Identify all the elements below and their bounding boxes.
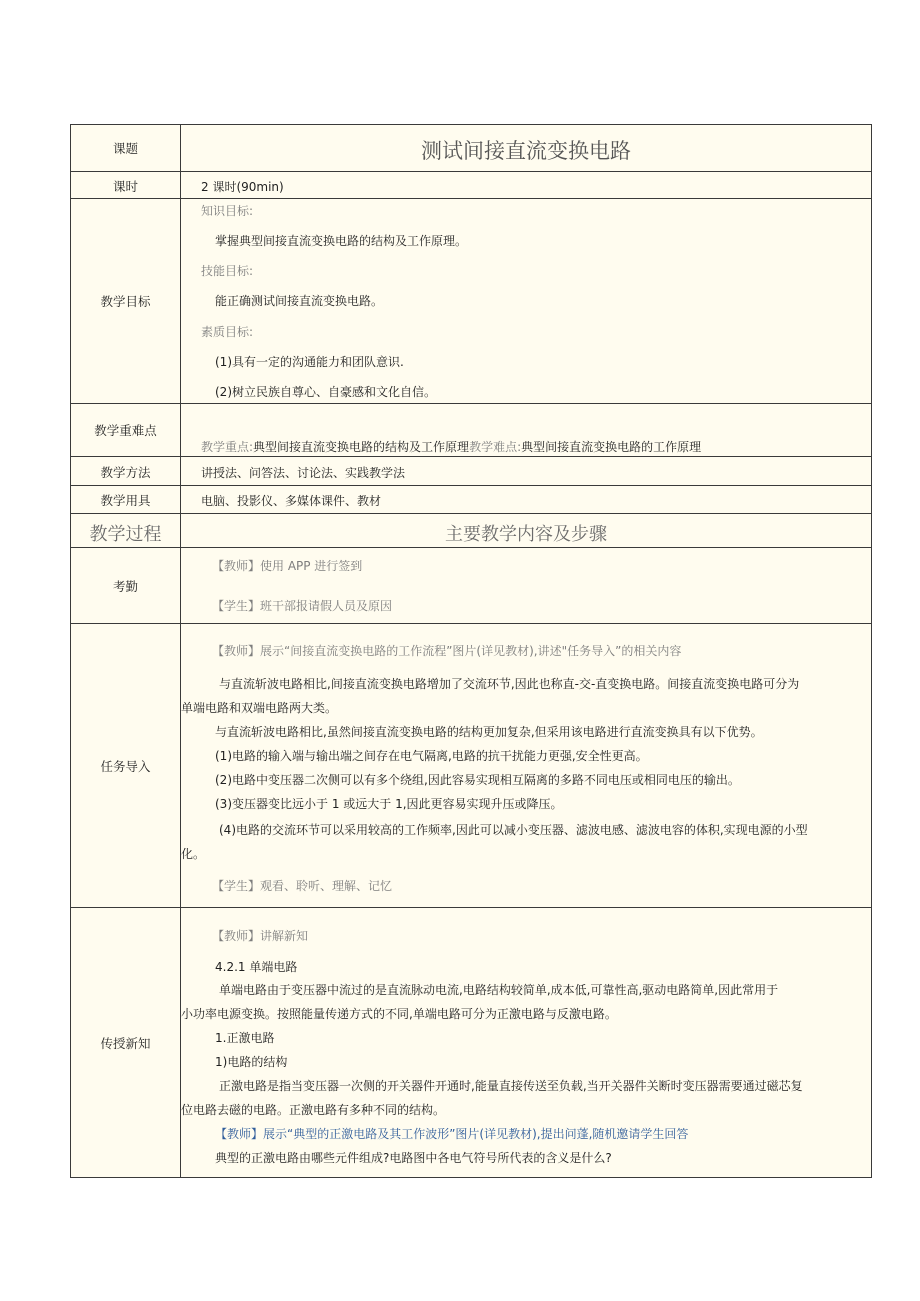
skill-heading: 技能目标:	[201, 264, 254, 278]
row-divider	[71, 171, 871, 172]
hours-label: 课时	[112, 179, 138, 194]
new-knowledge-para2-line2: 位电路去磁的电路。正激电路有多种不同的结构。	[181, 1103, 446, 1117]
hours-value: 2 课时(90min)	[201, 180, 284, 194]
methods-label: 教学方法	[100, 465, 151, 480]
new-knowledge-teacher: 【教师】讲解新知	[212, 929, 309, 943]
task-intro-para2: 与直流斩波电路相比,虽然间接直流变换电路的结构更加复杂,但采用该电路进行直流变换具有以下优势。	[215, 725, 763, 739]
row-divider	[71, 403, 871, 404]
new-knowledge-label: 传授新知	[100, 1036, 151, 1051]
row-divider	[71, 513, 871, 514]
row-divider	[71, 907, 871, 908]
task-intro-item-4-line2: 化。	[181, 847, 206, 861]
row-divider	[71, 623, 871, 624]
key-points-text	[201, 439, 701, 455]
tools-label: 教学用具	[100, 493, 151, 508]
attendance-teacher: 【教师】使用 APP 进行签到	[212, 559, 363, 573]
key-points-label: 教学重难点	[94, 423, 157, 438]
new-knowledge-para1-line1: 单端电路由于变压器中流过的是直流脉动电流,电路结构较简单,成本低,可靠性高,驱动电路简单,因此常用于	[219, 983, 779, 997]
process-header-right: 主要教学内容及步骤	[445, 524, 607, 545]
tools-value: 电脑、投影仪、多媒体课件、教材	[201, 494, 382, 508]
difficulty-text: 典型间接直流变换电路的工作原理	[521, 440, 702, 454]
new-knowledge-para1-line2: 小功率电源变换。按照能量传递方式的不同,单端电路可分为正激电路与反激电路。	[181, 1007, 617, 1021]
task-intro-item-3: (3)变压器变比远小于 1 或远大于 1,因此更容易实现升压或降压。	[215, 797, 563, 811]
new-knowledge-question: 典型的正激电路由哪些元件组成?电路图中各电气符号所代表的含义是什么?	[215, 1151, 612, 1165]
task-intro-teacher: 【教师】展示“间接直流变换电路的工作流程”图片(详见教材),讲述"任务导入”的相关内容	[212, 644, 682, 658]
quality-heading: 素质目标:	[201, 325, 254, 339]
task-intro-para1-line2: 单端电路和双端电路两大类。	[181, 701, 338, 715]
subsection-heading: 1.正激电路	[215, 1031, 275, 1045]
new-knowledge-teacher-prompt: 【教师】展示“典型的正激电路及其工作波形”图片(详见教材),提出问蓬,随机邀请学生回答	[215, 1127, 689, 1141]
row-divider	[71, 547, 871, 548]
knowledge-text: 掌握典型间接直流变换电路的结构及工作原理。	[215, 234, 468, 248]
task-intro-item-1: (1)电路的输入端与输出端之间存在电气隔离,电路的抗干扰能力更强,安全性更高。	[215, 749, 648, 763]
task-intro-label: 任务导入	[100, 759, 151, 774]
subsubsection-heading: 1)电路的结构	[215, 1055, 288, 1069]
section-heading: 4.2.1 单端电路	[215, 960, 298, 974]
task-intro-student: 【学生】观看、聆听、理解、记忆	[212, 879, 393, 893]
task-intro-item-2: (2)电路中变压器二次侧可以有多个绕组,因此容易实现相互隔离的多路不同电压或相同电压的输出。	[215, 773, 740, 787]
key-point-prefix: 教学重点:	[201, 440, 254, 454]
knowledge-heading: 知识目标:	[201, 204, 254, 218]
attendance-label: 考勤	[112, 579, 138, 594]
skill-text: 能正确测试间接直流变换电路。	[215, 294, 384, 308]
quality-item-2: (2)树立民族自尊心、自豪感和文化自信。	[215, 385, 436, 399]
methods-value: 讲授法、问答法、讨论法、实践教学法	[201, 466, 406, 480]
page-title: 测试间接直流变换电路	[421, 139, 631, 163]
row-divider	[71, 456, 871, 457]
task-intro-item-4-line1: (4)电路的交流环节可以采用较高的工作频率,因此可以减小变压器、滤波电感、滤波电容的体积,实现电源的小型	[219, 823, 808, 837]
topic-label: 课题	[112, 141, 138, 156]
objectives-label: 教学目标	[100, 294, 151, 309]
key-point-text: 典型间接直流变换电路的结构及工作原理	[253, 440, 470, 454]
difficulty-prefix: 教学难点:	[469, 440, 522, 454]
lesson-plan-table	[70, 124, 872, 1178]
row-divider	[71, 198, 871, 199]
row-divider	[71, 485, 871, 486]
attendance-student: 【学生】班干部报请假人员及原因	[212, 599, 393, 613]
task-intro-para1-line1: 与直流斩波电路相比,间接直流变换电路增加了交流环节,因此也称直-交-直变换电路。间接直流变换电路可分为	[219, 677, 800, 691]
quality-item-1: (1)具有一定的沟通能力和团队意识.	[215, 355, 404, 369]
new-knowledge-para2-line1: 正激电路是指当变压器一次侧的开关器件开通时,能量直接传送至负载,当开关器件关断时变压器需要通过磁芯复	[219, 1079, 803, 1093]
process-header-left: 教学过程	[89, 524, 162, 545]
